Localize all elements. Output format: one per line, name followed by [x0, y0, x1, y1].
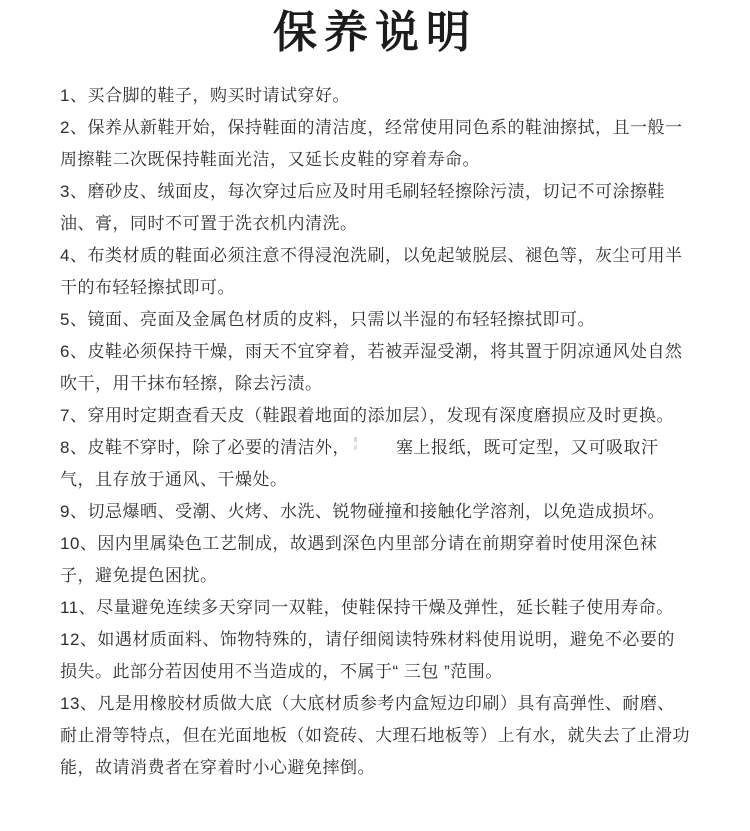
care-item-number: 10、: [60, 534, 98, 553]
care-item: [60, 624, 692, 688]
care-item-number: 11、: [60, 598, 97, 617]
care-item-text: 皮鞋必须保持干燥，雨天不宜穿着，若被弄湿受潮，将其置于阴凉通风处自然吹干，用干抹布轻擦，除去污渍。: [60, 342, 683, 393]
care-item-number: 9、: [60, 502, 88, 521]
care-item-text: 切忌爆晒、受潮、火烤、水洗、锐物碰撞和接触化学溶剂，以免造成损坏。: [87, 502, 665, 521]
erased-text-gap: [350, 436, 396, 453]
page-title: 保养说明: [273, 7, 477, 58]
care-item-number: 3、: [60, 182, 88, 201]
care-item-number: 12、: [60, 630, 98, 649]
care-item-text: 保养从新鞋开始，保持鞋面的清洁度，经常使用同色系的鞋油擦拭，且一般一周擦鞋二次既保持鞋面光洁，又延长皮鞋的穿着寿命。: [60, 118, 683, 169]
care-item: [60, 304, 692, 336]
care-item-text: 凡是用橡胶材质做大底（大底材质参考内盒短边印刷）具有高弹性、耐磨、耐止滑等特点，但在光面地板（如瓷砖、大理石地板等）上有水，就失去了止滑功能，故请消费者在穿着时小心避免摔倒。: [60, 694, 690, 777]
care-item-text: 穿用时定期查看天皮（鞋跟着地面的添加层），发现有深度磨损应及时更换。: [87, 406, 674, 425]
care-item: [60, 496, 692, 528]
care-item-text: 买合脚的鞋子，购买时请试穿好。: [87, 86, 350, 105]
care-item-number: 2、: [60, 118, 88, 137]
care-item: [60, 240, 692, 304]
care-item-text: 塞上报纸，既可定型，又可吸取汗气，且存放于通风、干燥处。: [60, 438, 659, 489]
care-item-number: 5、: [60, 310, 88, 329]
care-item-text: 尽量避免连续多天穿同一双鞋，使鞋保持干燥及弹性，延长鞋子使用寿命。: [96, 598, 674, 617]
care-item: [60, 528, 692, 592]
care-item-text: 布类材质的鞋面必须注意不得浸泡洗刷，以免起皱脱层、褪色等，灰尘可用半干的布轻轻擦拭即可。: [60, 246, 683, 297]
care-item: [60, 176, 692, 240]
care-list: [60, 80, 692, 784]
care-item-text: 因内里属染色工艺制成，故遇到深色内里部分请在前期穿着时使用深色袜子，避免提色困扰。: [60, 534, 658, 585]
care-item-number: 4、: [60, 246, 88, 265]
care-item-number: 8、: [60, 438, 88, 457]
care-item: [60, 400, 692, 432]
care-instructions-page: [0, 8, 750, 831]
care-item-text: 如遇材质面料、饰物特殊的，请仔细阅读特殊材料使用说明，避免不必要的损失。此部分若因使用不当造成的，不属于“ 三包 ”范围。: [60, 630, 675, 681]
care-item-number: 13、: [60, 694, 98, 713]
care-item-number: 7、: [60, 406, 88, 425]
care-item-text: 磨砂皮、绒面皮，每次穿过后应及时用毛刷轻轻擦除污渍，切记不可涂擦鞋油、膏，同时不可置于洗衣机内清洗。: [60, 182, 665, 233]
care-item-text: 镜面、亮面及金属色材质的皮料，只需以半湿的布轻轻擦拭即可。: [87, 310, 595, 329]
care-item: [60, 688, 692, 784]
care-item-text: 皮鞋不穿时，除了必要的清洁外，: [87, 438, 350, 457]
care-item: [60, 432, 692, 496]
care-item: [60, 592, 692, 624]
care-item-number: 6、: [60, 342, 88, 361]
care-item-number: 1、: [60, 86, 88, 105]
care-item: [60, 80, 692, 112]
care-item: [60, 112, 692, 176]
care-item: [60, 336, 692, 400]
